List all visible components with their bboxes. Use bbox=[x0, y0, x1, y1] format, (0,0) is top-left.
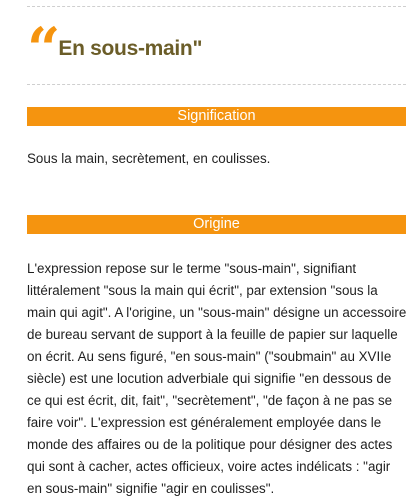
origine-line: en sous-main" signifie "agir en coulisses". bbox=[27, 481, 275, 496]
origine-heading: Origine bbox=[27, 215, 406, 234]
title-divider bbox=[27, 84, 406, 85]
origine-line: on écrit. Au sens figuré, "en sous-main" ("soubmain" au XVIIe bbox=[27, 349, 392, 364]
origine-line: littéralement "sous la main qui écrit", par extension "sous la bbox=[27, 283, 378, 298]
quote-icon: “ bbox=[27, 15, 55, 83]
origine-line: main qui agit". A l'origine, un "sous-main" désigne un accessoire bbox=[27, 305, 407, 320]
top-divider bbox=[27, 6, 406, 7]
signification-heading: Signification bbox=[27, 107, 406, 126]
signification-text: Sous la main, secrètement, en coulisses. bbox=[27, 151, 271, 166]
origine-line: ce qui est écrit, dit, fait", "secrètement", "de façon à ne pas se bbox=[27, 393, 393, 408]
page-title: En sous-main" bbox=[58, 37, 203, 60]
origine-line: de bureau servant de support à la feuille de papier sur laquelle bbox=[27, 327, 398, 342]
origine-line: monde des affaires ou de la politique pour désigner des actes bbox=[27, 437, 393, 452]
origine-line: faire voir". L'expression est généralement employée dans le bbox=[27, 415, 382, 430]
origine-line: L'expression repose sur le terme "sous-main", signifiant bbox=[27, 261, 357, 276]
origine-text bbox=[27, 258, 408, 500]
expression-header bbox=[27, 15, 203, 83]
origine-line: siècle) est une locution adverbiale qui signifie "en dessous de bbox=[27, 371, 392, 386]
origine-line: qui sont à cacher, actes officieux, voire actes indélicats : "agir bbox=[27, 459, 391, 474]
